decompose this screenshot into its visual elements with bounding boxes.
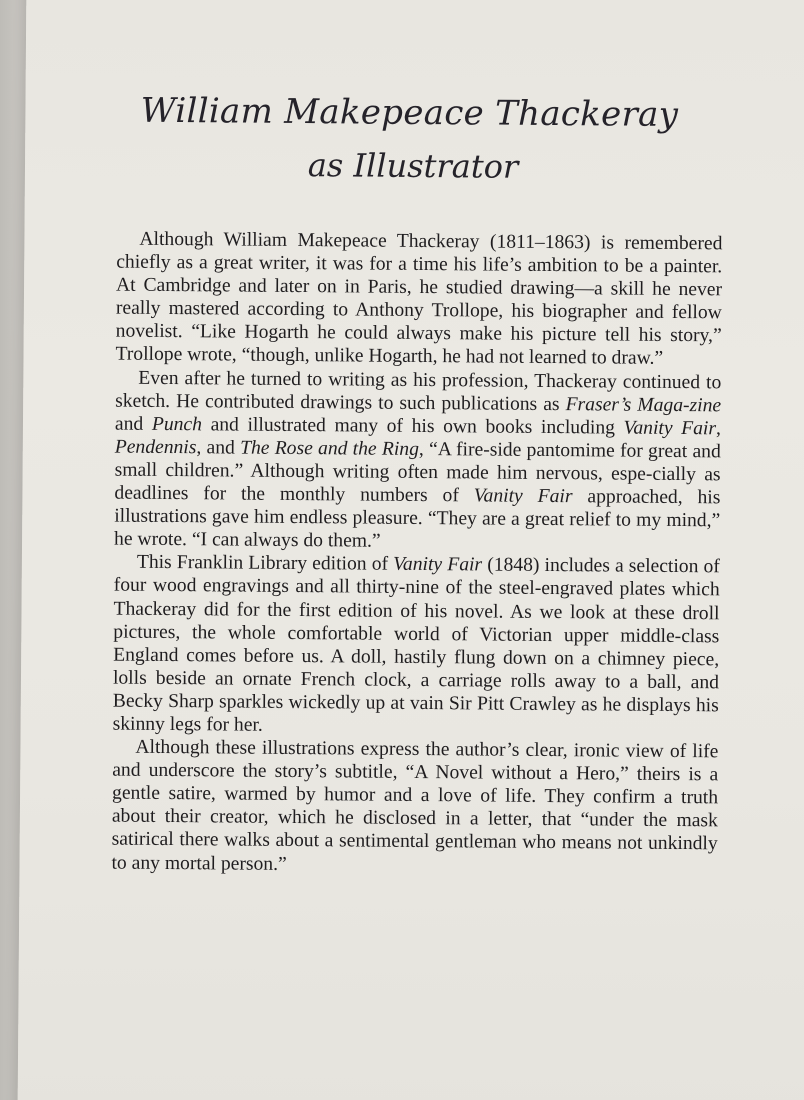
paragraph-text: and illustrated many of his own books including bbox=[201, 414, 624, 439]
paragraph-text: and bbox=[114, 413, 153, 435]
paragraph-text: Although William Makepeace Thackeray (1811–1863) is remembered chiefly as a great writer, it was for a time his life’s ambition to be a painter. At Cambridge and later on in Paris, he studied drawing—a skill he never really mastered according to Anthony Trollope, his biographer and fellow novelist. “Like Hogarth he could always make his picture tell his story,” Trollope wrote, “though, unlike Hogarth, he had not learned to draw.” bbox=[115, 228, 723, 370]
italic-title-text: Vanity Fair bbox=[473, 485, 573, 508]
paragraph bbox=[115, 228, 722, 371]
paragraph-text: Although these illustrations express the author’s clear, ironic view of life and underscore the story’s subtitle, “A Novel without a Hero,” theirs is a gentle satire, warmed by humor and a love of life. They confirm a truth about their creator, which he disclosed in a letter, that “under the mask satirical there walks about a sentimental gentleman who means not unkindly to any mortal person.” bbox=[111, 736, 719, 875]
page bbox=[18, 0, 804, 1100]
italic-title-text: Punch bbox=[151, 413, 203, 436]
italic-title-text: Fraser’s Maga-zine bbox=[565, 393, 722, 417]
body-text bbox=[111, 228, 722, 879]
paragraph bbox=[111, 736, 718, 879]
italic-title-text: Vanity Fair bbox=[623, 417, 717, 440]
title-line-1: William Makepeace Thackeray bbox=[140, 90, 679, 135]
paragraph-text: , and bbox=[196, 437, 241, 459]
paragraph bbox=[114, 366, 721, 556]
paragraph-text: (1848) includes a selection of four wood engravings and all thirty-nine of the steel-engraved plates which Thackeray did for the first edition of his novel. As we look at these droll pictures, the whole comfortable world of Victorian upper middle-class England comes before us. A doll, hastily flung down on a chimney piece, lolls beside an ornate French clock, a carriage rolls away to a ball, and Becky Sharp sparkles wickedly up at vain Sir Pitt Crawley as he displays his skinny legs for her. bbox=[112, 554, 720, 736]
title-line-2: as Illustrator bbox=[307, 146, 519, 186]
italic-title-text: Pendennis bbox=[114, 436, 197, 459]
paragraph-text: approached, his illustrations gave him endless pleasure. “They are a great relief to my mind,” he wrote. “I can always do them.” bbox=[113, 486, 721, 552]
paragraph-text: , bbox=[715, 418, 722, 440]
paragraph bbox=[113, 551, 720, 741]
paragraph-text: , “A fire-side pantomime for great and small children.” Although writing often made him nervous, espe-cially as deadlines for the monthly numbers of bbox=[114, 438, 721, 507]
italic-title-text: The Rose and the Ring bbox=[240, 437, 419, 460]
paragraph-text: Even after he turned to writing as his profession, Thackeray continued to sketch. He contributed drawings to such publications as bbox=[115, 367, 722, 415]
paragraph-text: This Franklin Library edition of bbox=[136, 552, 394, 576]
italic-title-text: Vanity Fair bbox=[393, 554, 483, 576]
